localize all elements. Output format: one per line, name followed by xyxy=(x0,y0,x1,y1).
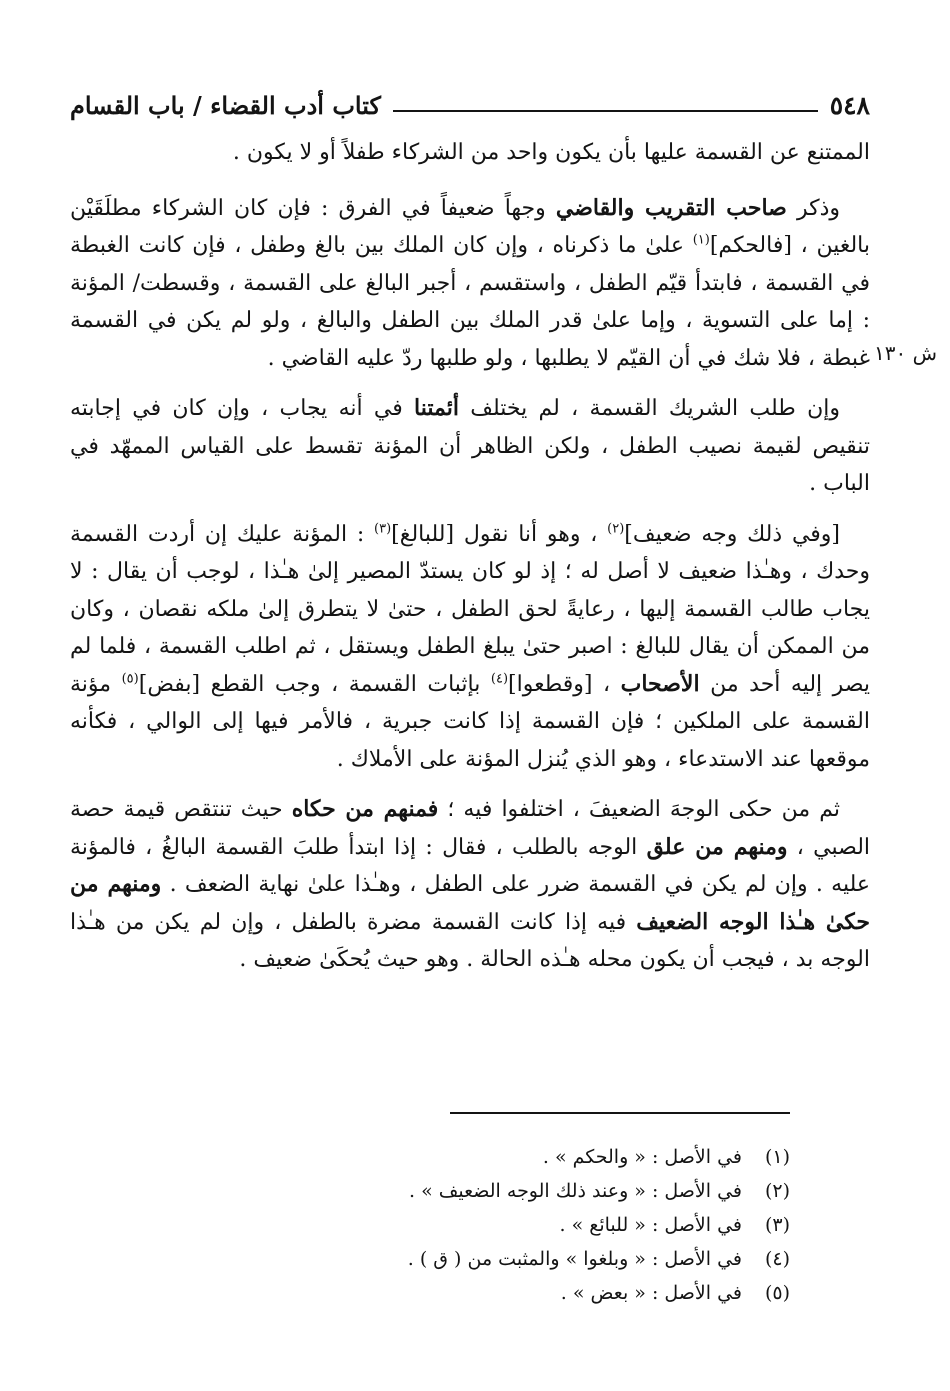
bold-term: الأصحاب xyxy=(620,670,700,697)
bold-term: أئمتنا xyxy=(414,395,459,421)
paragraph-5 xyxy=(70,791,870,979)
bold-term: صاحب التقريب والقاضي xyxy=(555,194,787,221)
footnote-ref-4[interactable]: (٤) xyxy=(490,671,509,687)
footnote-text: في الأصل : « وبلغوا » والمثبت من ( ق ) . xyxy=(407,1248,742,1270)
text-run: ، وهو أنا نقول [للبالغ] xyxy=(391,521,608,547)
footnote-number: (٥) xyxy=(764,1282,790,1304)
bold-term: فمنهم من حكاه xyxy=(291,796,439,822)
paragraph-4 xyxy=(70,516,870,779)
text-run: وذكر xyxy=(786,195,840,221)
text-run: الوجه بالطلب ، فقال : إذا ابتدأ طلبَ القسمة البالغُ ، فالمؤنة عليه . وإن لم يكن في القسمة ضرر على الطفل ، وهـٰذا علىٰ نهاية الضعف . xyxy=(70,834,870,897)
text-run: وجهاً ضعيفاً في الفرق : فإن كان الشركاء مطلَقَيْن بالغين ، [فالحكم] xyxy=(70,195,870,258)
footnote-ref-2[interactable]: (٢) xyxy=(607,521,625,537)
main-text xyxy=(70,134,870,992)
margin-folio-note: ش ١٣٠ xyxy=(874,341,938,365)
page-header xyxy=(70,84,870,120)
footnote-text: في الأصل : « وعند ذلك الوجه الضعيف » . xyxy=(408,1180,742,1202)
running-title: كتاب أدب القضاء / باب القسام xyxy=(70,91,381,120)
text-run: [وفي ذلك وجه ضعيف] xyxy=(624,521,841,547)
text-run: فيه إذا كانت القسمة مضرة بالطفل ، وإن لم يكن من هـٰذا الوجه بد ، فيجب أن يكون محله هـٰذه الحالة . وهو حيث يُحكَىٰ ضعيف . xyxy=(70,909,870,972)
footnote-separator xyxy=(450,1112,790,1114)
footnote-number: (٣) xyxy=(764,1214,790,1236)
footnote-number: (٤) xyxy=(764,1248,790,1270)
text-run: ثم من حكى الوجهَ الضعيفَ ، اختلفوا فيه ؛ xyxy=(438,797,841,822)
footnote-text: في الأصل : « والحكم » . xyxy=(542,1146,742,1168)
page-number: ٥٤٨ xyxy=(829,91,870,120)
text-run: حيث تنتقص قيمة حصة الصبي ، xyxy=(70,797,871,860)
header-rule xyxy=(393,110,818,112)
footnote-5 xyxy=(270,1276,790,1310)
paragraph-1: الممتنع عن القسمة عليها بأن يكون واحد من الشركاء طفلاً أو لا يكون . xyxy=(232,140,870,165)
footnote-text: في الأصل : « للبائع » . xyxy=(559,1214,742,1236)
text-run: ، [وقطعوا] xyxy=(508,671,621,697)
text-run: مؤنة القسمة على الملكين ؛ فإن القسمة إذا كانت جبرية ، فالأمر فيها إلى الوالي ، فكأنه موقعها عند الاستدعاء ، وهو الذي يُنزل المؤنة على الأملاك . xyxy=(70,671,870,772)
text-run: : المؤنة عليك إن أردت القسمة وحدك ، وهـٰذا ضعيف لا أصل له ؛ إذ لو كان يستدّ المصير إلىٰ هـٰذا ، لوجب أن يقال : لا يجاب طالب القسمة إليها ، رعايةً لحق الطفل ، حتىٰ لا يتطرق إلىٰ ملكه نقصان ، وكان من الممكن أن يقال للبالغ : اصبر حتىٰ يبلغ الطفل ويستقل ، ثم اطلب القسمة ، فلما لم يصر إليه أحد من xyxy=(70,521,871,697)
book-page xyxy=(70,0,870,1391)
footnote-ref-1[interactable]: (١) xyxy=(692,232,710,248)
footnote-ref-5[interactable]: (٥) xyxy=(121,671,139,687)
paragraph-3 xyxy=(70,390,870,503)
footnote-4 xyxy=(270,1242,790,1276)
footnote-number: (٢) xyxy=(764,1180,790,1202)
footnote-1 xyxy=(270,1140,790,1174)
bold-term: ومنهم من حكىٰ هـٰذا الوجه الضعيف xyxy=(70,871,871,935)
footnote-2 xyxy=(270,1174,790,1208)
bold-term: ومنهم من علق xyxy=(646,833,788,860)
footnotes xyxy=(270,1140,790,1310)
text-run: بإثبات القسمة ، وجب القطع [بفض] xyxy=(138,671,491,697)
footnote-number: (١) xyxy=(764,1146,790,1168)
footnote-ref-3[interactable]: (٣) xyxy=(374,521,392,537)
text-run: علىٰ ما ذكرناه ، وإن كان الملك بين بالغ وطفل ، فإن كانت الغبطة في القسمة ، فابتدأ قيّم الطفل ، واستقسم ، أجبر البالغ على القسمة ، وقسطت/ المؤنة : إما على التسوية ، وإما علىٰ قدر الملك بين الطفل والبالغ ، ولو لم يكن في القسمة غبطة ، فلا شك في أن القيّم لا يطلبها ، ولو طلبها ردّ عليه القاضي . xyxy=(70,233,870,371)
footnote-3 xyxy=(270,1208,790,1242)
text-run: وإن طلب الشريك القسمة ، لم يختلف xyxy=(458,396,840,421)
footnote-text: في الأصل : « بعض » . xyxy=(560,1282,742,1304)
paragraph-2 xyxy=(70,190,870,378)
text-run: في أنه يجاب ، وإن كان في إجابته تنقيص لقيمة نصيب الطفل ، ولكن الظاهر أن المؤنة تقسط على القياس الممهّد في الباب . xyxy=(70,396,870,496)
